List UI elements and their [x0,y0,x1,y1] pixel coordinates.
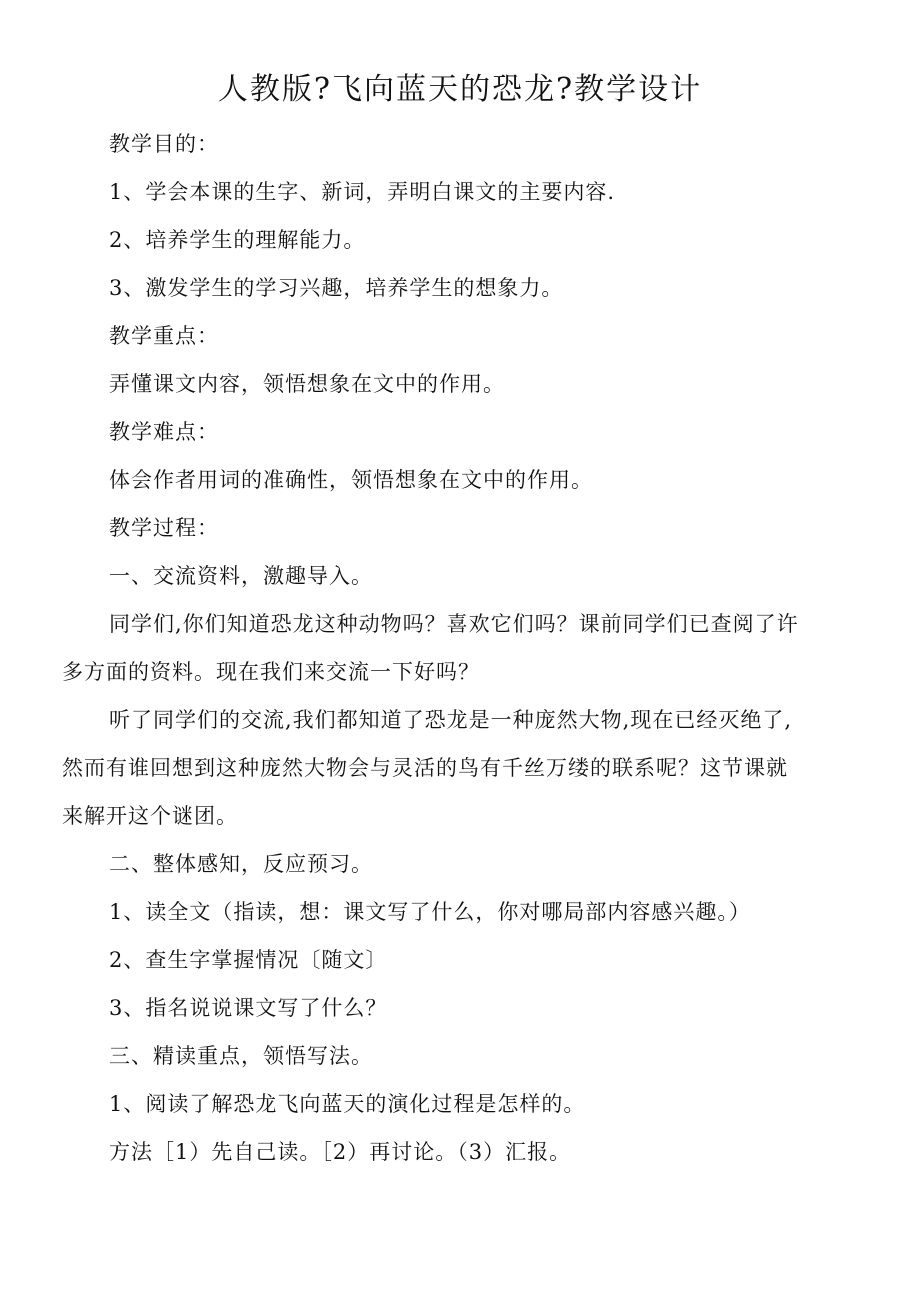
section-2-item-3: 3、指名说说课文写了什么？ [109,996,388,1020]
objective-item-1: 1、学会本课的生字、新词，弄明白课文的主要内容. [109,180,616,204]
heading-key-points: 教学重点： [109,324,219,348]
paragraph-2-line-2: 然而有谁回想到这种庞然大物会与灵活的鸟有千丝万缕的联系呢？这节课就 [62,756,788,780]
heading-difficulties: 教学难点： [109,420,219,444]
paragraph-1-line-1: 同学们,你们知道恐龙这种动物吗？喜欢它们吗？课前同学们已查阅了许 [109,612,799,636]
section-heading-2: 二、整体感知，反应预习。 [109,852,373,876]
section-heading-3: 三、精读重点，领悟写法。 [109,1044,373,1068]
document-title: 人教版?飞向蓝天的恐龙?教学设计 [217,72,703,107]
paragraph-2-line-1: 听了同学们的交流,我们都知道了恐龙是一种庞然大物,现在已经灭绝了, [109,708,793,732]
section-3-item-1: 1、阅读了解恐龙飞向蓝天的演化过程是怎样的。 [109,1092,586,1116]
section-heading-1: 一、交流资料，激趣导入。 [109,564,373,588]
objective-item-3: 3、激发学生的学习兴趣，培养学生的想象力。 [109,276,564,300]
heading-process: 教学过程： [109,516,219,540]
paragraph-1-line-2: 多方面的资料。现在我们来交流一下好吗？ [62,660,480,684]
key-points-text: 弄懂课文内容，领悟想象在文中的作用。 [109,372,505,396]
section-2-item-2: 2、查生字掌握情况〔随文〕 [109,948,388,972]
difficulties-text: 体会作者用词的准确性，领悟想象在文中的作用。 [109,468,593,492]
document-body [62,120,852,1176]
heading-objectives: 教学目的： [109,132,219,156]
paragraph-2-line-3: 来解开这个谜团。 [62,804,238,828]
objective-item-2: 2、培养学生的理解能力。 [109,228,366,252]
method-text: 方法［1）先自己读。［2）再讨论。（3）汇报。 [109,1140,572,1164]
section-2-item-1: 1、读全文（指读，想：课文写了什么，你对哪局部内容感兴趣。） [109,900,751,924]
